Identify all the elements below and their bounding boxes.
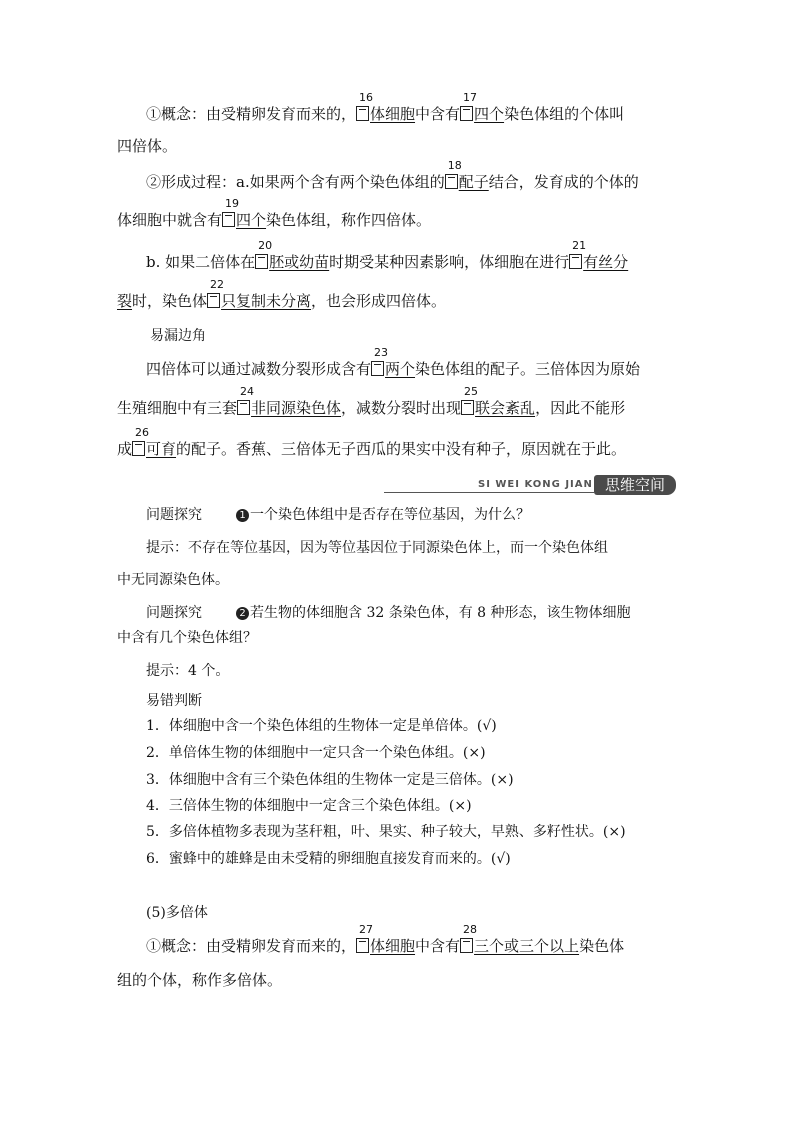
text: 时期受某种因素影响，体细胞在进行 — [329, 253, 570, 271]
text: ①概念：由受精卵发育而来的， — [146, 105, 357, 123]
blank-box-icon — [445, 174, 458, 189]
blank-box-icon — [356, 106, 369, 121]
blank-box-icon — [222, 212, 235, 227]
blank-number: 23 — [374, 346, 389, 359]
question-2-line-2 — [117, 628, 257, 648]
answer-text: 胚或幼苗 — [269, 253, 330, 271]
answer-blank-25 — [461, 385, 479, 418]
number-badge-icon: 2 — [236, 607, 249, 620]
answer-text: 非同源染色体 — [251, 399, 342, 417]
triploid-line-3 — [117, 426, 627, 459]
text: 结合，发育成的个体的 — [488, 173, 639, 191]
question-2 — [146, 603, 631, 623]
answer-text: 裂 — [117, 292, 133, 310]
answer-text: 四个 — [236, 211, 267, 229]
formation-line-1 — [146, 159, 639, 192]
text: ，因此不能形 — [535, 399, 626, 417]
banner-pinyin: SI WEI KONG JIAN — [478, 479, 593, 490]
concept-line-1 — [146, 91, 625, 124]
blank-box-icon — [461, 400, 474, 415]
concept-line-2 — [117, 136, 177, 156]
answer-text: 只复制未分离 — [221, 292, 312, 310]
question-text: 一个染色体组中是否存在等位基因，为什么？ — [250, 507, 530, 523]
section-heading-polyploid: (5)多倍体 — [146, 905, 208, 921]
answer-1-line-1 — [146, 538, 608, 558]
question-label: 问题探究 — [146, 605, 202, 621]
answer-2 — [146, 661, 229, 681]
polyploid-line-2 — [117, 970, 282, 990]
blank-box-icon — [237, 400, 250, 415]
blank-number: 25 — [464, 385, 479, 398]
answer-blank-24 — [237, 385, 255, 418]
section-heading-yilou: 易漏边角 — [150, 328, 206, 344]
blank-number: 27 — [359, 923, 374, 936]
blank-number: 20 — [258, 239, 273, 252]
blank-box-icon — [356, 938, 369, 953]
answer-blank-21 — [569, 239, 587, 272]
text: 生殖细胞中有三套 — [117, 399, 238, 417]
judge-item: 4．三倍体生物的体细胞中一定含三个染色体组。(×) — [146, 798, 472, 814]
blank-number: 21 — [572, 239, 587, 252]
blank-box-icon — [371, 361, 384, 376]
answer-blank-20 — [255, 239, 273, 272]
answer-text: 联会紊乱 — [475, 399, 536, 417]
formation-b-line-2 — [117, 278, 447, 311]
blank-box-icon — [132, 441, 145, 456]
text: 染色体组的个体叫 — [504, 105, 625, 123]
answer-text: 配子 — [458, 173, 489, 191]
polyploid-line-1 — [146, 923, 625, 956]
answer-blank-23 — [371, 346, 389, 379]
question-text: 中含有几个染色体组？ — [117, 630, 257, 646]
blank-box-icon — [460, 106, 473, 121]
text: 体细胞中就含有 — [117, 211, 223, 229]
blank-number: 17 — [463, 91, 478, 104]
blank-number: 19 — [225, 197, 240, 210]
question-1 — [146, 505, 530, 525]
text: 的配子。香蕉、三倍体无子西瓜的果实中没有种子，原因就在于此。 — [176, 440, 627, 458]
question-label: 问题探究 — [146, 507, 202, 523]
text: 染色体组，称作四倍体。 — [266, 211, 432, 229]
judge-item: 5．多倍体植物多表现为茎秆粗，叶、果实、种子较大，早熟、多籽性状。(×) — [146, 824, 626, 840]
text: 染色体 — [579, 937, 625, 955]
answer-text: 三个或三个以上 — [474, 937, 580, 955]
blank-number: 22 — [210, 278, 225, 291]
answer-blank-17 — [460, 91, 478, 124]
answer-text: 有丝分 — [583, 253, 629, 271]
text: 中含有 — [415, 937, 461, 955]
judge-item: 1．体细胞中含一个染色体组的生物体一定是单倍体。(√) — [146, 718, 497, 734]
banner-tag: 思维空间 — [594, 475, 676, 495]
triploid-line-2 — [117, 385, 626, 418]
triploid-line-1 — [146, 346, 641, 379]
blank-number: 16 — [359, 91, 374, 104]
banner-rule — [384, 492, 594, 493]
text: ②形成过程：a.如果两个含有两个染色体组的 — [146, 173, 445, 191]
answer-text: 四个 — [474, 105, 505, 123]
answer-blank-27 — [356, 923, 374, 956]
text: ，减数分裂时出现 — [341, 399, 462, 417]
hint-text: 提示：不存在等位基因，因为等位基因位于同源染色体上，而一个染色体组 — [146, 540, 608, 556]
question-text: 若生物的体细胞含 32 条染色体，有 8 种形态，该生物体细胞 — [250, 605, 631, 621]
blank-box-icon — [207, 293, 220, 308]
answer-blank-26 — [132, 426, 150, 459]
blank-number: 28 — [463, 923, 478, 936]
blank-number: 24 — [240, 385, 255, 398]
judge-item: 3．体细胞中含有三个染色体组的生物体一定是三倍体。(×) — [146, 772, 514, 788]
blank-number: 26 — [135, 426, 150, 439]
judge-item: 6．蜜蜂中的雄蜂是由未受精的卵细胞直接发育而来的。(√) — [146, 851, 511, 867]
answer-blank-22 — [207, 278, 225, 311]
answer-text: 可育 — [146, 440, 177, 458]
text: 四倍体可以通过减数分裂形成含有 — [146, 360, 372, 378]
hint-text: 中无同源染色体。 — [117, 572, 229, 588]
text: ①概念：由受精卵发育而来的， — [146, 937, 357, 955]
number-badge-icon: 1 — [236, 509, 249, 522]
judge-item: 2．单倍体生物的体细胞中一定只含一个染色体组。(×) — [146, 745, 486, 761]
blank-number: 18 — [447, 159, 462, 172]
answer-text: 体细胞 — [370, 937, 416, 955]
formation-b-line-1 — [146, 239, 629, 272]
answer-text: 两个 — [385, 360, 416, 378]
answer-blank-28 — [460, 923, 478, 956]
text: b. 如果二倍体在 — [146, 253, 256, 271]
answer-blank-18 — [445, 159, 462, 192]
blank-box-icon — [460, 938, 473, 953]
judge-title: 易错判断 — [146, 693, 202, 709]
formation-line-2 — [117, 197, 432, 230]
answer-blank-16 — [356, 91, 374, 124]
text: ，也会形成四倍体。 — [311, 292, 447, 310]
text: 组的个体，称作多倍体。 — [117, 971, 283, 989]
text: 四倍体。 — [117, 137, 178, 155]
answer-text: 体细胞 — [370, 105, 416, 123]
answer-1-line-2 — [117, 570, 229, 590]
text: 成 — [117, 440, 133, 458]
blank-box-icon — [255, 254, 268, 269]
text: 时，染色体 — [132, 292, 208, 310]
thinking-space-banner — [384, 475, 676, 495]
text: 染色体组的配子。三倍体因为原始 — [415, 360, 641, 378]
hint-text: 提示：4 个。 — [146, 663, 230, 679]
text: 中含有 — [415, 105, 461, 123]
blank-box-icon — [569, 254, 582, 269]
answer-blank-19 — [222, 197, 240, 230]
